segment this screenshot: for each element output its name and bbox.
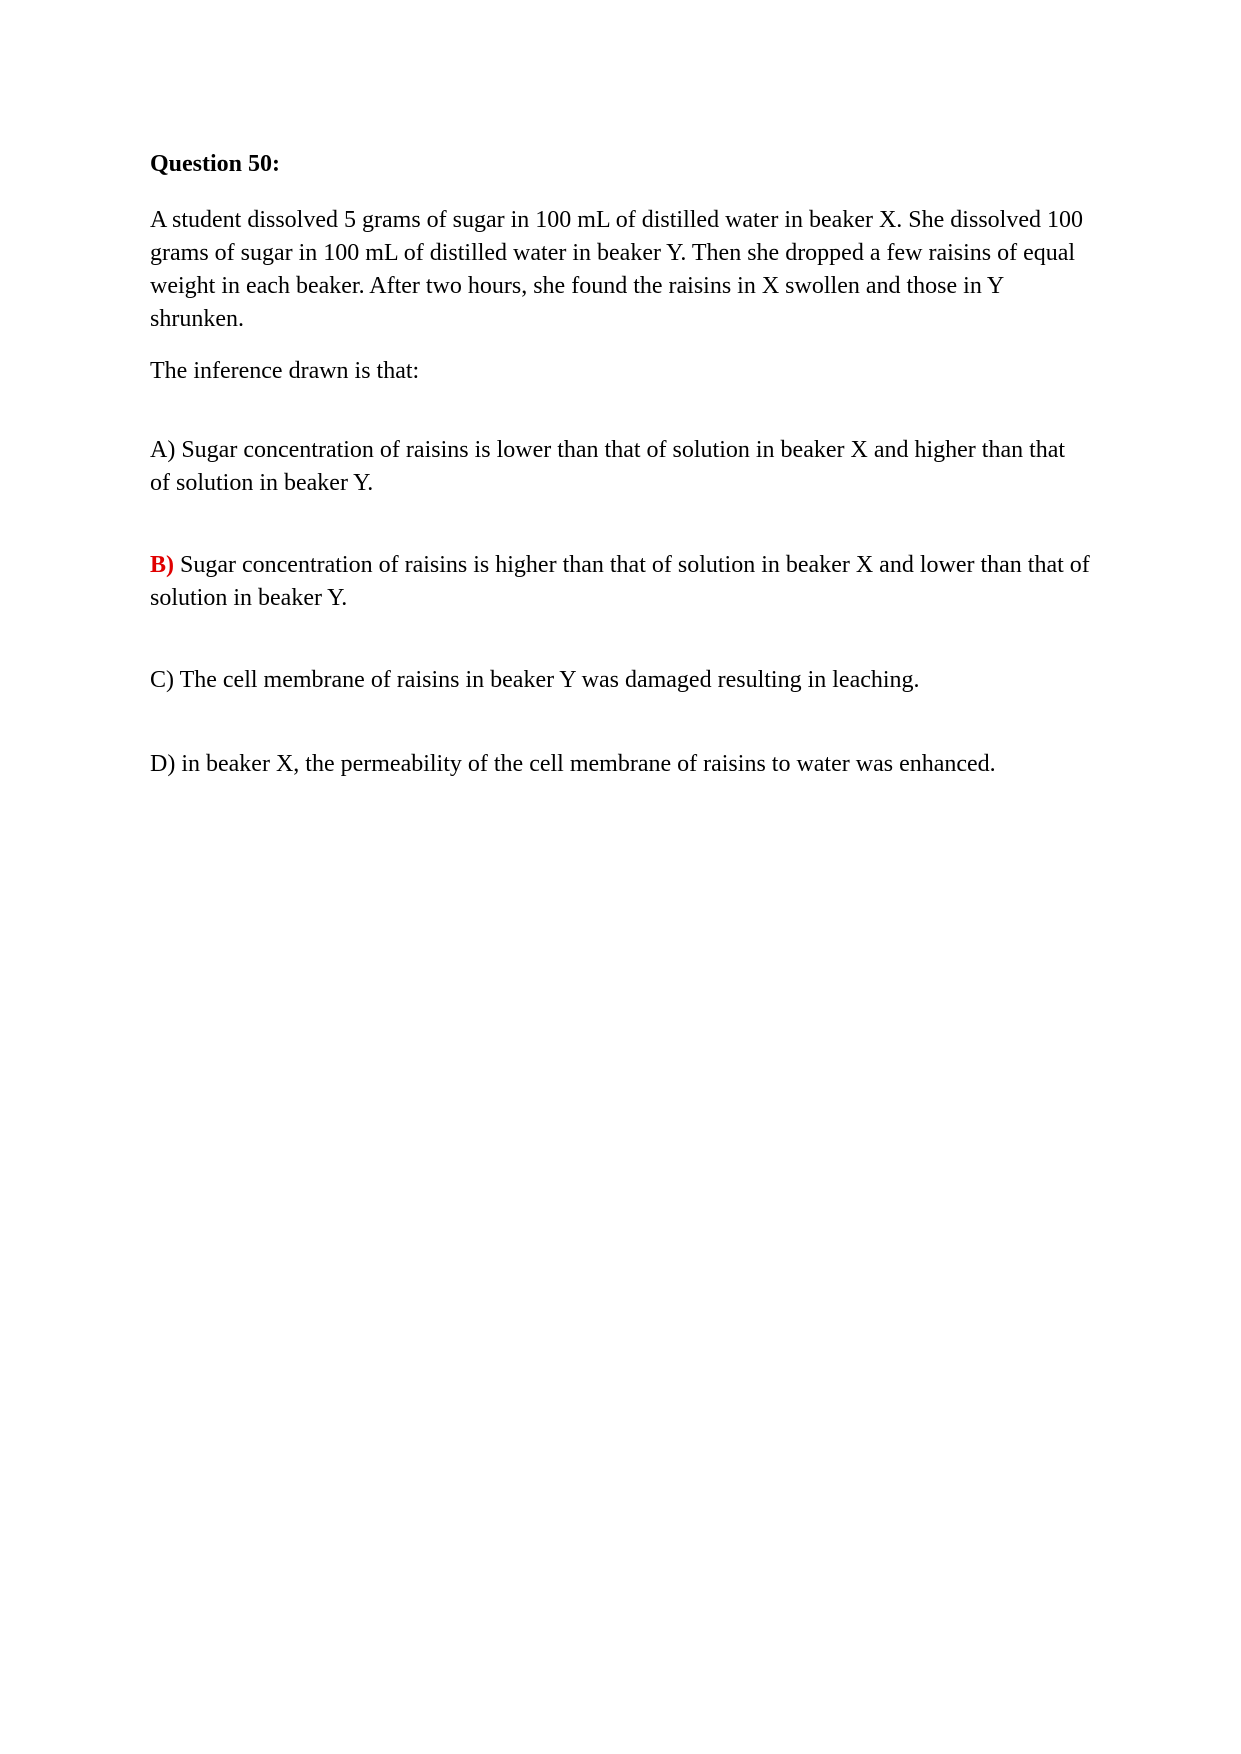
option-c-text: The cell membrane of raisins in beaker Y was damaged resulting in leaching.: [179, 667, 920, 693]
option-d-label: D): [150, 751, 176, 777]
option-a: [150, 434, 1090, 500]
question-title: Question 50:: [150, 151, 281, 177]
option-c: [150, 664, 1090, 697]
question-prompt: The inference drawn is that:: [150, 358, 420, 384]
option-a-label: A): [150, 437, 176, 463]
option-d: [150, 748, 1090, 781]
option-b-label-correct: B): [150, 552, 174, 578]
question-stem: A student dissolved 5 grams of sugar in 100 mL of distilled water in beaker X. She dissolved 100 grams of sugar in 100 mL of distilled water in beaker Y. Then she dropped a few raisins of equal weight in each beaker. After two hours, she found the raisins in X swollen and those in Y shrunken.: [150, 207, 1083, 332]
option-b-text: Sugar concentration of raisins is higher than that of solution in beaker X and lower than that of solution in beaker Y.: [150, 552, 1090, 611]
option-b: [150, 549, 1090, 615]
option-c-label: C): [150, 667, 174, 693]
option-a-text: Sugar concentration of raisins is lower than that of solution in beaker X and higher than that of solution in beaker Y.: [150, 437, 1066, 496]
question-page: [150, 148, 1090, 832]
option-d-text: in beaker X, the permeability of the cell membrane of raisins to water was enhanced.: [181, 751, 996, 777]
